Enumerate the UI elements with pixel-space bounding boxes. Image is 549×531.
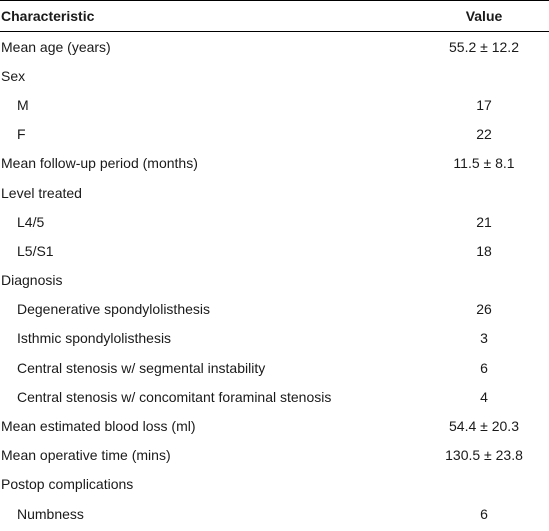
row-value: 54.4 ± 20.3: [449, 418, 519, 435]
table-row: [0, 149, 549, 178]
row-characteristic: Isthmic spondylolisthesis: [17, 330, 172, 347]
row-characteristic: M: [17, 96, 29, 113]
table-row: [0, 411, 549, 440]
table-row: [0, 90, 549, 119]
table-row: [0, 236, 549, 265]
row-characteristic: Postop complications: [1, 476, 134, 493]
row-value: 18: [476, 242, 492, 259]
row-value: 11.5 ± 8.1: [453, 155, 515, 172]
row-value: 6: [480, 505, 488, 522]
row-characteristic: Diagnosis: [1, 272, 63, 289]
row-characteristic: L5/S1: [17, 242, 54, 259]
row-value: 6: [480, 359, 488, 376]
table-row: [0, 499, 549, 528]
row-characteristic: Central stenosis w/ segmental instability: [17, 359, 266, 376]
row-characteristic: Numbness: [17, 505, 84, 522]
row-value: 3: [480, 330, 488, 347]
row-characteristic: Level treated: [1, 184, 82, 201]
row-value: 17: [476, 96, 492, 113]
row-characteristic: L4/5: [17, 213, 45, 230]
table-row: [0, 324, 549, 353]
table-row: [0, 61, 549, 90]
table-row: [0, 207, 549, 236]
row-value: 26: [476, 301, 492, 318]
header-characteristic: Characteristic: [1, 8, 95, 24]
row-value: 130.5 ± 23.8: [445, 447, 523, 464]
table-body: [0, 32, 549, 528]
header-value: Value: [465, 8, 503, 24]
row-characteristic: Central stenosis w/ concomitant foraminal stenosis: [17, 388, 332, 405]
row-characteristic: Mean age (years): [1, 38, 111, 55]
table-row: [0, 120, 549, 149]
row-characteristic: Mean estimated blood loss (ml): [1, 418, 196, 435]
row-characteristic: Sex: [1, 67, 26, 84]
table-row: [0, 353, 549, 382]
row-characteristic: Mean operative time (mins): [1, 447, 171, 464]
table-row: [0, 178, 549, 207]
row-characteristic: Degenerative spondylolisthesis: [17, 301, 210, 318]
row-value: 22: [476, 126, 492, 143]
row-value: 21: [476, 213, 492, 230]
table-row: [0, 266, 549, 295]
table-header-row: [0, 1, 549, 32]
row-characteristic: Mean follow-up period (months): [1, 155, 198, 172]
row-value: 55.2 ± 12.2: [449, 38, 519, 55]
table-row: [0, 441, 549, 470]
table-row: [0, 382, 549, 411]
row-characteristic: F: [17, 126, 26, 143]
table-row: [0, 295, 549, 324]
row-value: 4: [480, 388, 488, 405]
table-row: [0, 470, 549, 499]
table-row: [0, 32, 549, 61]
